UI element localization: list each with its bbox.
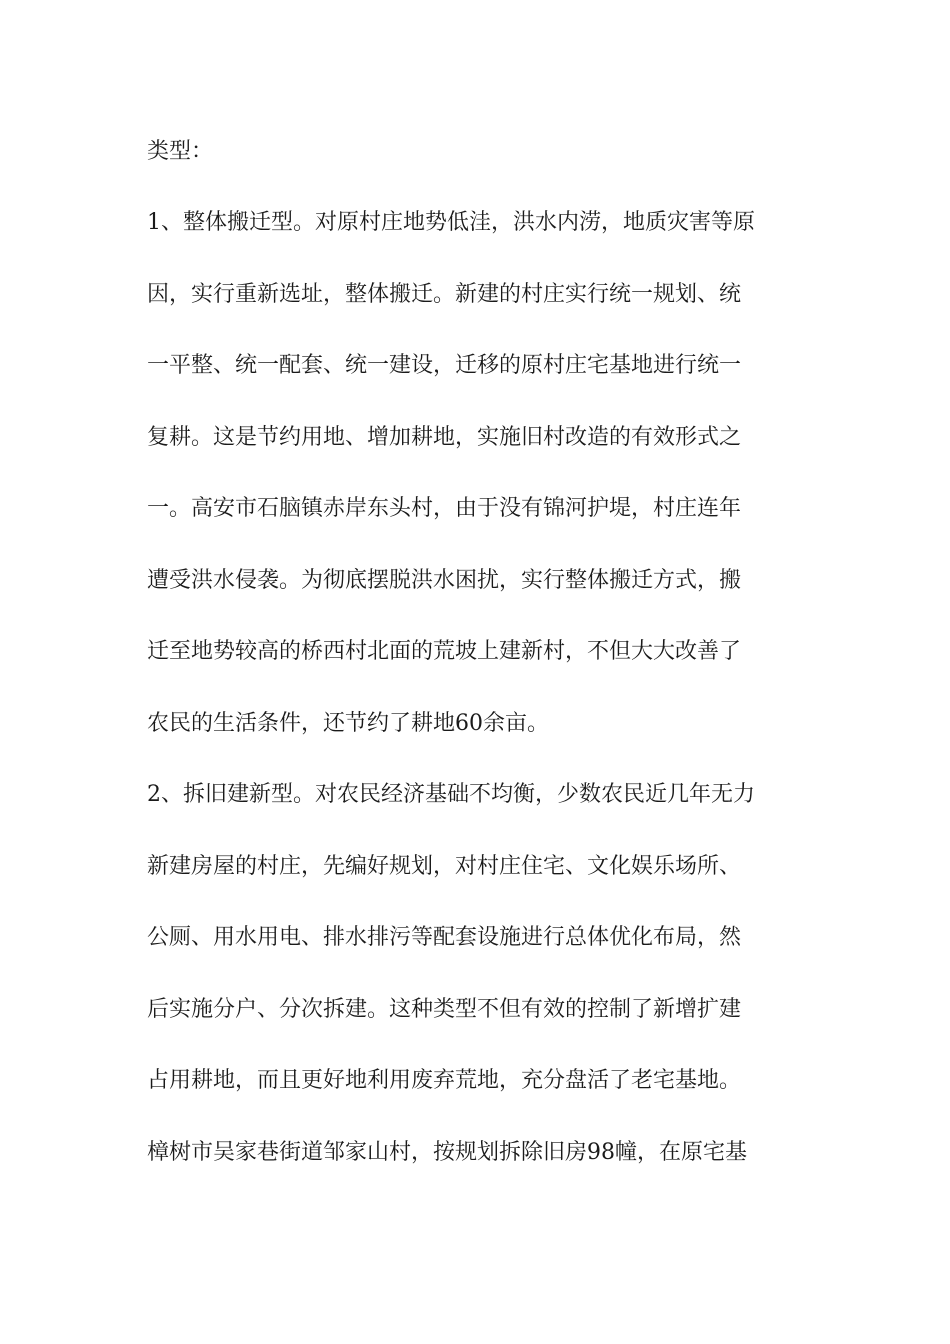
text-line: 2、拆旧建新型。对农民经济基础不均衡，少数农民近几年无力 [147, 782, 755, 807]
text-line: 迁至地势较高的桥西村北面的荒坡上建新村，不但大大改善了 [147, 639, 742, 664]
text-line: 樟树市吴家巷街道邹家山村，按规划拆除旧房98幢，在原宅基 [147, 1140, 747, 1165]
text-line: 遭受洪水侵袭。为彻底摆脱洪水困扰，实行整体搬迁方式，搬 [147, 568, 742, 593]
text-line: 农民的生活条件，还节约了耕地60余亩。 [147, 711, 549, 736]
text-line: 后实施分户、分次拆建。这种类型不但有效的控制了新增扩建 [147, 997, 742, 1022]
text-line: 类型： [147, 139, 214, 164]
text-line: 公厕、用水用电、排水排污等配套设施进行总体优化布局，然 [147, 925, 742, 950]
text-line: 一。高安市石脑镇赤岸东头村，由于没有锦河护堤，村庄连年 [147, 496, 742, 521]
text-line: 因，实行重新选址，整体搬迁。新建的村庄实行统一规划、统 [147, 282, 742, 307]
text-line: 复耕。这是节约用地、增加耕地，实施旧村改造的有效形式之 [147, 425, 742, 450]
text-line: 新建房屋的村庄，先编好规划，对村庄住宅、文化娱乐场所、 [147, 854, 742, 879]
text-line: 一平整、统一配套、统一建设，迁移的原村庄宅基地进行统一 [147, 353, 742, 378]
text-line: 1、整体搬迁型。对原村庄地势低洼，洪水内涝，地质灾害等原 [147, 210, 755, 235]
text-line: 占用耕地，而且更好地利用废弃荒地，充分盘活了老宅基地。 [147, 1068, 742, 1093]
